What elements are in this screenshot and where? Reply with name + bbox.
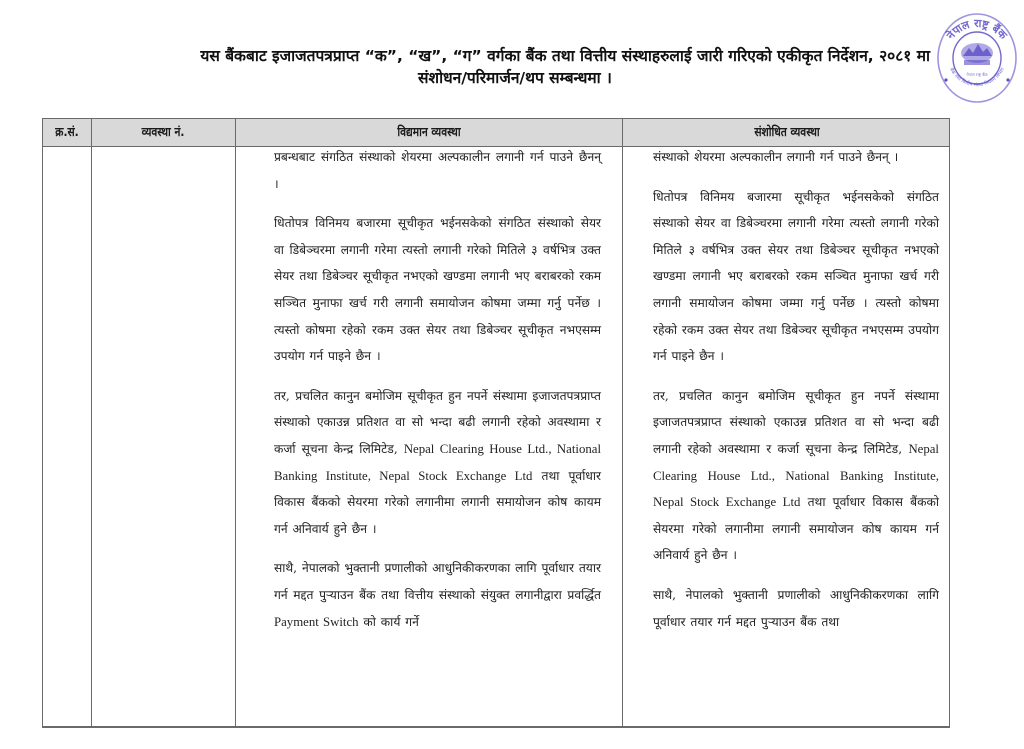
revised-paragraph: [653, 383, 939, 569]
column-header-existing-provision: विद्यमान व्यवस्था: [397, 124, 461, 139]
payment-switch-term: Payment Switch: [274, 614, 359, 629]
existing-paragraph: [274, 555, 601, 635]
svg-text:नेपाल राष्ट्र बैंक: नेपाल राष्ट्र बैंक: [944, 16, 1010, 42]
document-title: [100, 45, 930, 89]
svg-text:नेपाल राष्ट्र बैंक: नेपाल राष्ट्र बैंक: [966, 72, 988, 77]
cell-provision-no: [91, 147, 235, 726]
revised-paragraph: साथै, नेपालको भुक्तानी प्रणालीको आधुनिकीकरणका लागि पूर्वाधार तयार गर्न मद्दत पुऱ्याउन बैंक तथा: [653, 587, 939, 629]
paragraph-text: तथा पूर्वाधार विकास बैंकको सेयरमा गरेको लगानीमा लगानी समायोजन कोष कायम गर्न अनिवार्य हुने छैन ।: [653, 495, 940, 563]
paragraph-text: तथा पूर्वाधार विकास बैंकको सेयरमा गरेको लगानीमा लगानी समायोजन कोष कायम गर्न अनिवार्य हुने छैन ।: [274, 468, 601, 536]
svg-text:बैंक तथा वित्तीय संस्था नियमन: बैंक तथा वित्तीय संस्था नियमन विभाग: [947, 66, 1007, 89]
existing-paragraph: [274, 383, 601, 543]
paragraph-text: साथै, नेपालको भुक्तानी प्रणालीको आधुनिकीकरणका लागि पूर्वाधार तयार गर्न मद्दत पुऱ्याउन बैंक तथा वित्तीय संस्थाको संयुक्त लगानीद्वारा प्रवर्द्धित: [274, 561, 601, 602]
column-header-revised-provision: संशोधित व्यवस्था: [754, 124, 820, 139]
existing-paragraph: प्रबन्धबाट संगठित संस्थाको शेयरमा अल्पकालीन लगानी गर्न पाउने छैनन् ।: [274, 150, 601, 191]
provisions-table: [42, 118, 950, 728]
revised-paragraph: धितोपत्र विनिमय बजारमा सूचीकृत भईनसकेको संगठित संस्थाको सेयर वा डिबेञ्चरमा लगानी गरेमा त्यस्तो लगानी गरेको मितिले ३ वर्षभित्र उक्त सेयर तथा डिबेञ्चर सूचीकृत नभएको खण्डमा लगानी भए बराबरको रकम सञ्चित मुनाफा खर्च गरी लगानी समायोजन कोषमा जम्मा गर्नु पर्नेछ । त्यस्तो कोषमा रहेको रकम उक्त सेयर तथा डिबेञ्चर सूचीकृत नभएसम्म उपयोग गर्न पाइने छैन ।: [653, 189, 939, 364]
cell-existing-provision: [235, 147, 623, 726]
paragraph-text: तर, प्रचलित कानुन बमोजिम सूचीकृत हुन नपर्ने संस्थामा इजाजतपत्रप्राप्त संस्थाको एकाउन्न प्रतिशत वा सो भन्दा बढी लगानी रहेको अवस्थामा र कर्जा सूचना केन्द्र लिमिटेड,: [274, 388, 601, 456]
nepal-rastra-bank-seal-icon: [936, 8, 1018, 104]
institution-names: Nepal Clearing House Ltd., National Banking Institute, Nepal Stock Exchange Ltd: [274, 441, 601, 483]
paragraph-text: तर, प्रचलित कानुन बमोजिम सूचीकृत हुन नपर्ने संस्थामा इजाजतपत्रप्राप्त संस्थाको एकाउन्न प्रतिशत वा सो भन्दा बढी लगानी रहेको अवस्थामा र कर्जा सूचना केन्द्र लिमिटेड,: [653, 388, 939, 456]
title-line-1: यस बैंकबाट इजाजतपत्रप्राप्त “क”, “ख”, “ग” वर्गका बैंक तथा वित्तीय संस्थाहरुलाई जारी गरिएको एकीकृत निर्देशन, २०८१ मा: [200, 47, 930, 65]
cell-revised-provision: [623, 147, 951, 726]
revised-paragraph: संस्थाको शेयरमा अल्पकालीन लगानी गर्न पाउने छैनन् ।: [653, 150, 899, 164]
cell-serial: [43, 147, 91, 726]
column-header-serial: क्र.सं.: [55, 124, 79, 139]
institution-names: Nepal Clearing House Ltd., National Banking Institute, Nepal Stock Exchange Ltd: [653, 441, 939, 510]
existing-paragraph: धितोपत्र विनिमय बजारमा सूचीकृत भईनसकेको संगठित संस्थाको सेयर वा डिबेञ्चरमा लगानी गरेमा त्यस्तो लगानी गरेको मितिले ३ वर्षभित्र उक्त सेयर तथा डिबेञ्चर सूचीकृत नभएको खण्डमा लगानी भए बराबरको रकम सञ्चित मुनाफा खर्च गरी लगानी समायोजन कोषमा जम्मा गर्नु पर्नेछ । त्यस्तो कोषमा रहेको रकम उक्त सेयर तथा डिबेञ्चर सूचीकृत नभएसम्म उपयोग गर्न पाइने छैन ।: [274, 216, 601, 364]
column-header-provision-no: व्यवस्था नं.: [141, 124, 185, 139]
title-line-2: संशोधन/परिमार्जन/थप सम्बन्धमा ।: [418, 69, 612, 87]
table-header-row: [43, 119, 949, 147]
paragraph-text: को कार्य गर्ने: [363, 614, 419, 629]
